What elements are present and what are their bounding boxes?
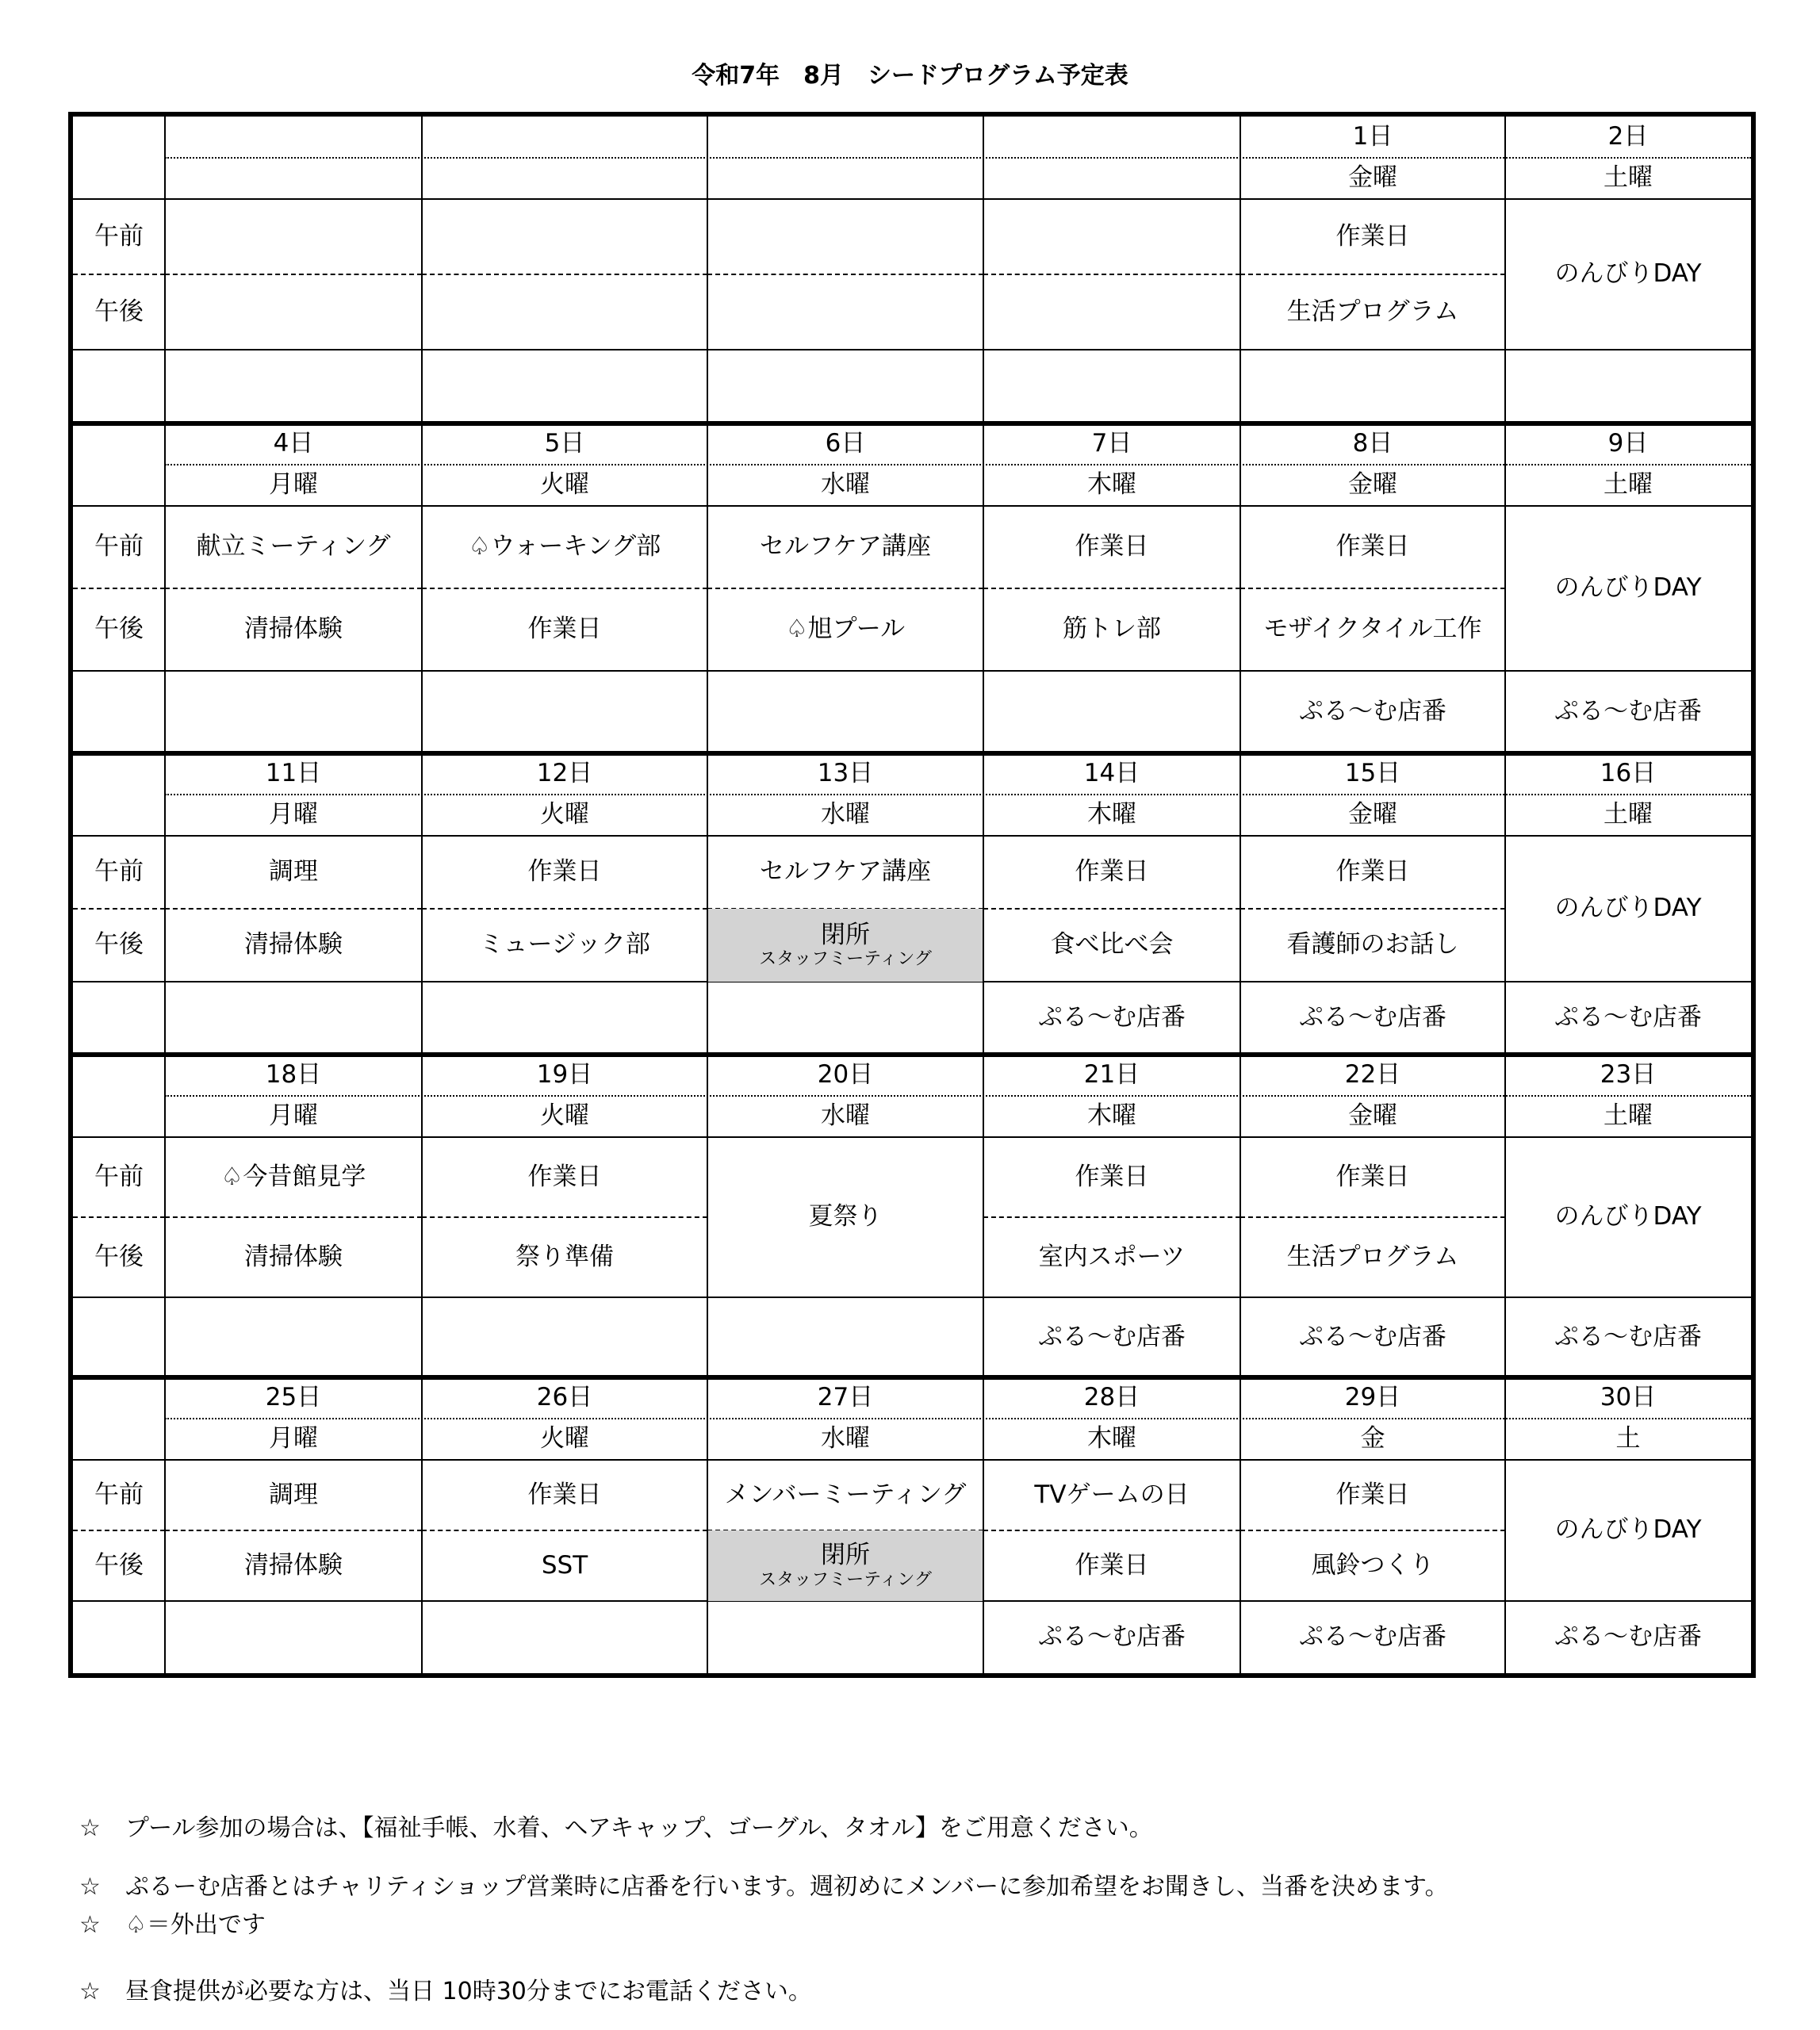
day-shop-duty: ぷる～む店番	[1038, 1003, 1186, 1032]
day-program-pm	[165, 274, 422, 350]
day-date: 16日	[1600, 759, 1657, 788]
day-shop-duty	[165, 982, 422, 1055]
day-program-am	[983, 199, 1240, 274]
day-date: 25日	[265, 1383, 322, 1412]
day-of-week: 土曜	[1604, 1101, 1653, 1131]
day-shop-duty	[983, 671, 1240, 753]
day-program-pm-closed	[708, 909, 983, 982]
day-of-week: 木曜	[1087, 470, 1136, 500]
day-program-am: セルフケア講座	[759, 532, 932, 561]
pm-label: 午後	[94, 615, 144, 644]
day-of-week: 金	[1360, 1424, 1385, 1454]
day-date: 27日	[817, 1383, 874, 1412]
day-of-week: 土曜	[1604, 163, 1653, 193]
day-program-pm: 風鈴つくり	[1311, 1550, 1435, 1580]
day-program-pm	[422, 274, 707, 350]
day-of-week: 水曜	[821, 470, 870, 500]
day-of-week: 月曜	[269, 1101, 318, 1131]
day-shop-duty	[707, 1297, 983, 1377]
day-program-pm: 筋トレ部	[1063, 615, 1161, 644]
day-program-am	[707, 199, 983, 274]
day-of-week: 月曜	[269, 800, 318, 829]
day-of-week	[422, 158, 707, 199]
day-shop-duty	[707, 350, 983, 423]
day-date: 18日	[265, 1060, 322, 1090]
day-date: 4日	[273, 429, 314, 458]
day-shop-duty: ぷる～む店番	[1554, 1322, 1702, 1351]
day-of-week: 火曜	[540, 800, 589, 829]
day-shop-duty	[422, 1601, 707, 1673]
day-program-allday: のんびりDAY	[1554, 894, 1702, 923]
day-shop-duty	[1505, 350, 1751, 423]
day-shop-duty	[165, 350, 422, 423]
pm-label: 午後	[94, 930, 144, 959]
day-of-week: 火曜	[540, 1424, 589, 1454]
pm-label: 午後	[94, 1242, 144, 1271]
day-shop-duty: ぷる～む店番	[1299, 1622, 1446, 1651]
note-shop	[79, 1867, 1449, 1902]
day-program-pm: ミュージック部	[479, 930, 650, 959]
day-program-pm: 生活プログラム	[1286, 1242, 1459, 1271]
day-program-am: TVゲームの日	[1034, 1480, 1190, 1509]
day-program-pm: モザイクタイル工作	[1263, 615, 1482, 644]
day-of-week: 木曜	[1087, 800, 1136, 829]
day-program-pm: SST	[541, 1550, 588, 1580]
day-of-week: 土曜	[1604, 800, 1653, 829]
day-program-am: 調理	[269, 1480, 318, 1509]
day-shop-duty	[422, 671, 707, 753]
note-text: ♤＝外出です	[125, 1911, 266, 1939]
day-date: 6日	[825, 429, 866, 458]
day-date: 1日	[1352, 122, 1393, 151]
day-shop-duty: ぷる～む店番	[1038, 1622, 1186, 1651]
day-program-am: 献立ミーティング	[196, 532, 391, 561]
day-of-week: 土	[1615, 1424, 1641, 1454]
day-program-am: 作業日	[1335, 1162, 1410, 1191]
closed-label: 閉所	[821, 1541, 870, 1570]
day-of-week: 月曜	[269, 1424, 318, 1454]
day-program-pm-closed	[708, 1530, 983, 1601]
day-of-week: 水曜	[821, 1101, 870, 1131]
closed-label: 閉所	[821, 920, 870, 949]
day-date: 26日	[536, 1383, 593, 1412]
day-shop-duty: ぷる～む店番	[1299, 1322, 1446, 1351]
day-of-week: 金曜	[1348, 800, 1397, 829]
day-date: 9日	[1607, 429, 1649, 458]
day-program-pm: 祭り準備	[515, 1242, 614, 1271]
day-program-am	[165, 199, 422, 274]
day-program-am: 作業日	[1335, 857, 1410, 887]
day-of-week: 土曜	[1604, 470, 1653, 500]
pm-label: 午後	[94, 297, 144, 326]
day-of-week: 月曜	[269, 470, 318, 500]
day-program-pm: 清掃体験	[244, 615, 343, 644]
day-shop-duty	[707, 1601, 983, 1673]
day-program-allday: のんびりDAY	[1554, 1202, 1702, 1231]
day-program-am: ♤今昔館見学	[220, 1162, 366, 1191]
day-program-pm	[983, 274, 1240, 350]
day-of-week: 火曜	[540, 1101, 589, 1131]
day-program-am: 作業日	[527, 1162, 602, 1191]
star-icon: ☆	[79, 1814, 101, 1842]
day-shop-duty: ぷる～む店番	[1038, 1322, 1186, 1351]
day-shop-duty	[422, 1297, 707, 1377]
day-date: 20日	[817, 1060, 874, 1090]
day-program-am: 作業日	[527, 1480, 602, 1509]
day-date	[422, 117, 707, 158]
day-shop-duty	[707, 982, 983, 1055]
day-program-allday: のんびりDAY	[1554, 1515, 1702, 1545]
note-outing	[79, 1905, 266, 1940]
star-icon: ☆	[79, 1911, 101, 1939]
note-text: ぷるーむ店番とはチャリティショップ営業時に店番を行います。週初めにメンバーに参加希望をお聞きし、当番を決めます。	[125, 1873, 1449, 1901]
am-pm-divider	[73, 274, 165, 275]
day-program-am: 作業日	[1335, 1480, 1410, 1509]
page-title: 令和7年 8月 シードプログラム予定表	[692, 62, 1128, 90]
day-date: 30日	[1600, 1383, 1657, 1412]
day-of-week: 火曜	[540, 470, 589, 500]
day-date: 19日	[536, 1060, 593, 1090]
day-shop-duty: ぷる～む店番	[1554, 697, 1702, 726]
day-date: 7日	[1091, 429, 1132, 458]
pm-label: 午後	[94, 1550, 144, 1580]
am-pm-divider	[73, 1216, 165, 1218]
day-program-am: 作業日	[1075, 532, 1149, 561]
day-date: 23日	[1600, 1060, 1657, 1090]
day-program-pm: 作業日	[1075, 1550, 1149, 1580]
schedule-table	[68, 112, 1756, 1678]
day-date: 5日	[544, 429, 585, 458]
day-shop-duty: ぷる～む店番	[1299, 697, 1446, 726]
am-label: 午前	[94, 532, 144, 561]
am-pm-divider	[73, 588, 165, 589]
day-shop-duty	[165, 1297, 422, 1377]
day-shop-duty: ぷる～む店番	[1554, 1622, 1702, 1651]
day-shop-duty	[165, 1601, 422, 1673]
day-program-allday: 夏祭り	[808, 1202, 883, 1231]
day-program-pm: 室内スポーツ	[1038, 1242, 1186, 1271]
am-label: 午前	[94, 221, 144, 251]
day-program-allday: のんびりDAY	[1554, 573, 1702, 603]
day-shop-duty: ぷる～む店番	[1299, 1003, 1446, 1032]
day-date	[165, 117, 422, 158]
day-shop-duty	[422, 350, 707, 423]
note-text: プール参加の場合は、【福祉手帳、水着、ヘアキャップ、ゴーグル、タオル】をご用意ください。	[125, 1814, 1153, 1842]
day-of-week: 金曜	[1348, 470, 1397, 500]
day-of-week: 金曜	[1348, 1101, 1397, 1131]
day-program-pm: 清掃体験	[244, 1550, 343, 1580]
day-date	[983, 117, 1240, 158]
day-program-pm: ♤旭プール	[785, 615, 906, 644]
day-program-am: 作業日	[527, 857, 602, 887]
day-of-week: 金曜	[1348, 163, 1397, 193]
day-of-week: 水曜	[821, 1424, 870, 1454]
day-program-am: 作業日	[1335, 221, 1410, 251]
day-of-week	[983, 158, 1240, 199]
day-shop-duty	[983, 350, 1240, 423]
day-program-pm: 看護師のお話し	[1286, 930, 1459, 959]
day-shop-duty: ぷる～む店番	[1554, 1003, 1702, 1032]
closed-sub-label: スタッフミーティング	[759, 949, 932, 970]
day-date: 14日	[1083, 759, 1140, 788]
day-date	[707, 117, 983, 158]
day-of-week	[707, 158, 983, 199]
day-program-am: メンバーミーティング	[724, 1480, 967, 1509]
note-lunch	[79, 1971, 812, 2006]
note-text: 昼食提供が必要な方は、当日 10時30分までにお電話ください。	[125, 1978, 812, 2005]
note-pool	[79, 1808, 1153, 1843]
day-program-am: 作業日	[1075, 1162, 1149, 1191]
day-date: 15日	[1344, 759, 1401, 788]
day-program-am	[422, 199, 707, 274]
day-program-pm	[707, 274, 983, 350]
day-date: 22日	[1344, 1060, 1401, 1090]
am-label: 午前	[94, 1480, 144, 1509]
day-of-week	[165, 158, 422, 199]
day-program-am: セルフケア講座	[759, 857, 932, 887]
day-program-am: 作業日	[1335, 532, 1410, 561]
day-program-am: ♤ウォーキング部	[468, 532, 661, 561]
am-label: 午前	[94, 1162, 144, 1191]
day-program-am: 作業日	[1075, 857, 1149, 887]
day-date: 28日	[1083, 1383, 1140, 1412]
day-program-pm: 食べ比べ会	[1050, 930, 1174, 959]
day-shop-duty	[1240, 350, 1505, 423]
day-shop-duty	[707, 671, 983, 753]
day-date: 29日	[1344, 1383, 1401, 1412]
am-pm-divider	[73, 908, 165, 910]
star-icon: ☆	[79, 1978, 101, 2005]
day-date: 11日	[265, 759, 322, 788]
day-program-pm: 作業日	[527, 615, 602, 644]
day-shop-duty	[422, 982, 707, 1055]
closed-sub-label: スタッフミーティング	[759, 1569, 932, 1590]
day-program-allday: のんびりDAY	[1554, 259, 1702, 289]
day-date: 13日	[817, 759, 874, 788]
am-label: 午前	[94, 857, 144, 887]
day-date: 2日	[1607, 122, 1649, 151]
day-of-week: 木曜	[1087, 1424, 1136, 1454]
day-date: 8日	[1352, 429, 1393, 458]
day-program-pm: 清掃体験	[244, 1242, 343, 1271]
day-shop-duty	[165, 671, 422, 753]
day-date: 21日	[1083, 1060, 1140, 1090]
day-of-week: 木曜	[1087, 1101, 1136, 1131]
day-program-am: 調理	[269, 857, 318, 887]
day-of-week: 水曜	[821, 800, 870, 829]
am-pm-divider	[73, 1530, 165, 1531]
day-program-pm: 生活プログラム	[1286, 297, 1459, 326]
day-date: 12日	[536, 759, 593, 788]
star-icon: ☆	[79, 1873, 101, 1901]
day-program-pm: 清掃体験	[244, 930, 343, 959]
